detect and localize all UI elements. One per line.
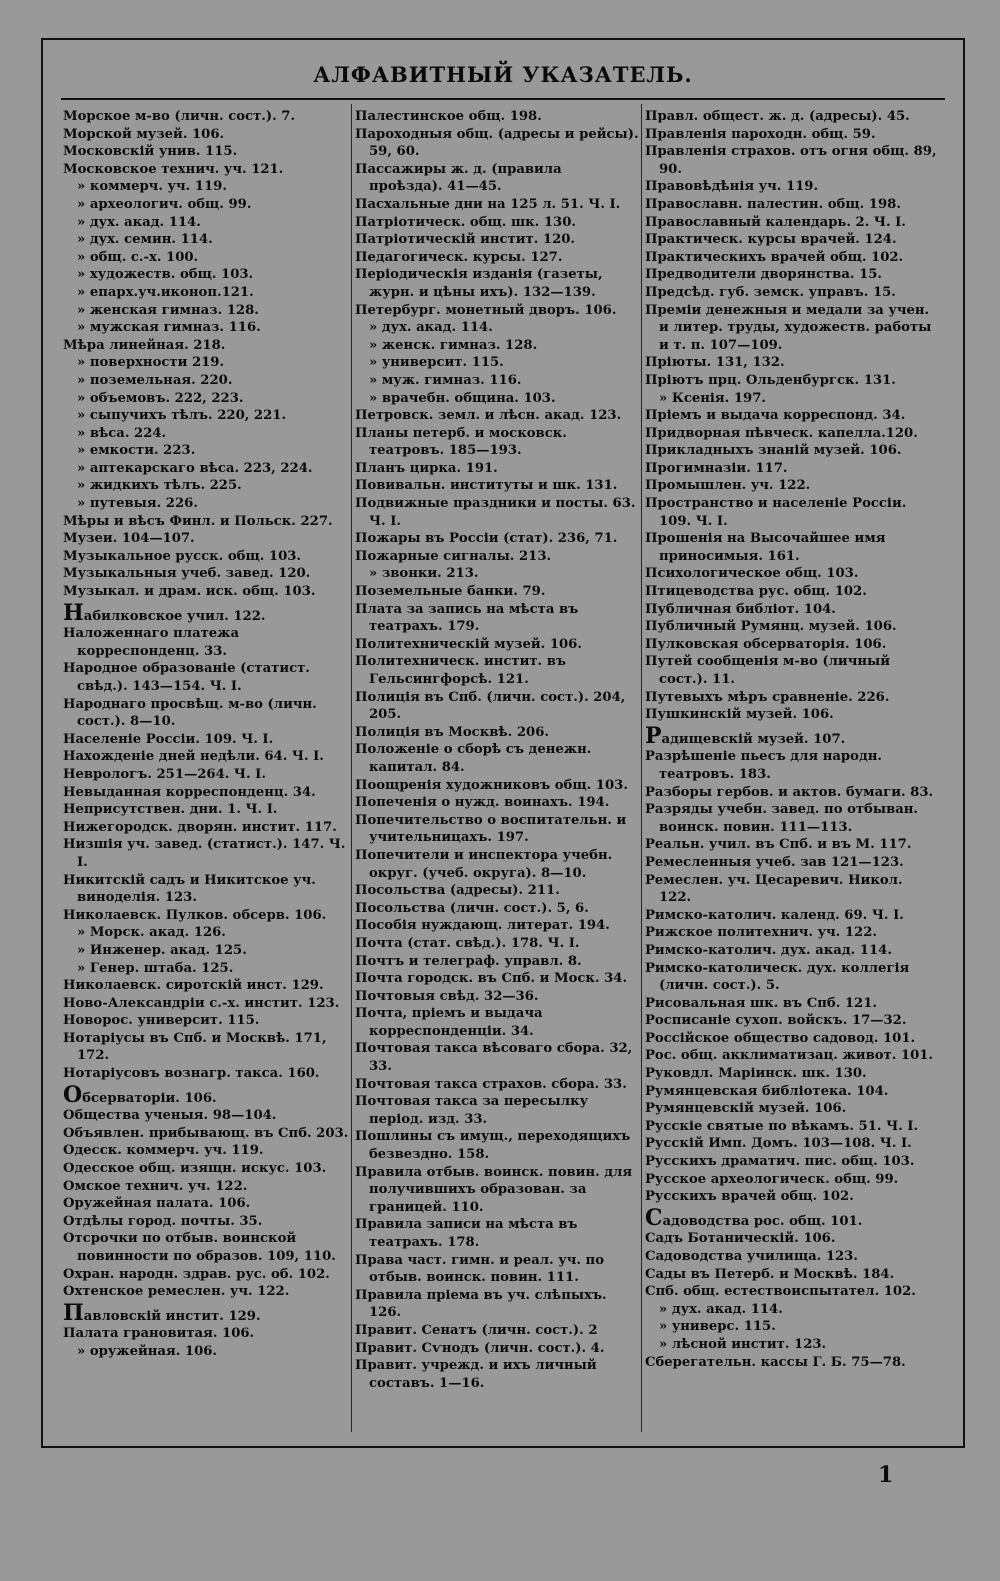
index-entry: Поощренія художниковъ общ. 103. <box>355 777 628 793</box>
index-entry: Сберегательн. кассы Г. Б. 75—78. <box>645 1354 906 1370</box>
index-entry: Народнаго просвѣщ. м-во (личн. сост.). 8—10. <box>63 696 317 730</box>
index-entry: Преміи денежныя и медали за учен. и литер. труды, художеств. работы и т. п. 107—109. <box>645 302 932 353</box>
index-entry: Московскій унив. 115. <box>63 144 238 160</box>
index-entry: Промышлен. уч. 122. <box>645 478 811 494</box>
index-entry: Русскихъ врачей общ. 102. <box>645 1189 854 1205</box>
index-entry: Посольства (адресы). 211. <box>355 883 560 899</box>
index-entry: Путевыхъ мѣръ сравненіе. 226. <box>645 689 890 705</box>
index-entry: Отдѣлы город. почты. 35. <box>63 1213 263 1229</box>
index-entry: Рос. общ. акклиматизац. живот. 101. <box>645 1048 934 1064</box>
index-entry: Почтъ и телеграф. управл. 8. <box>355 953 582 969</box>
index-entry: Поземельные банки. 79. <box>355 584 546 600</box>
index-entry: Предводители дворянства. 15. <box>645 267 883 283</box>
index-entry: » сыпучихъ тѣлъ. 220, 221. <box>77 408 287 424</box>
index-entry: » дух. акад. 114. <box>77 214 201 230</box>
index-entry: Рисовальная шк. въ Спб. 121. <box>645 995 878 1011</box>
index-entry: Румянцевскій музей. 106. <box>645 1101 847 1117</box>
index-entry: Оружейная палата. 106. <box>63 1196 251 1212</box>
index-entry: Охтенское ремеслен. уч. 122. <box>63 1284 290 1300</box>
title-rule <box>61 98 945 108</box>
index-entry: Невыданная корреспонденц. 34. <box>63 784 316 800</box>
index-entry: Одесск. коммерч. уч. 119. <box>63 1143 264 1159</box>
index-entry: Народное образованіе (статист. свѣд.). 143—154. Ч. I. <box>63 661 310 694</box>
index-entry: Морское м-во (личн. сост.). 7. <box>63 109 296 124</box>
page-title: АЛФАВИТНЫЙ УКАЗАТЕЛЬ. <box>313 62 693 87</box>
index-entry: Положеніе о сборѣ съ денежн. капитал. 84. <box>355 742 592 775</box>
index-entry: » путевыя. 226. <box>77 496 198 512</box>
index-entry: Музеи. 104—107. <box>63 531 195 547</box>
index-entry: Ремеслен. уч. Цесаревич. Никол. 122. <box>645 872 903 906</box>
index-entry: Правовѣдѣнія уч. 119. <box>645 179 819 195</box>
index-entry: Ново-Александріи с.-х. инстит. 123. <box>63 995 340 1011</box>
index-entry: Русское археологическ. общ. 99. <box>645 1171 899 1187</box>
index-entry: Общества ученыя. 98—104. <box>63 1108 277 1124</box>
index-entry: Разборы гербов. и актов. бумаги. 83. <box>645 784 934 800</box>
index-entry: Планы петерб. и московск. театровъ. 185—193. <box>355 425 567 459</box>
index-entry: Низшія уч. завед. (статист.). 147. Ч. I. <box>63 837 346 870</box>
index-entry: Морской музей. 106. <box>63 126 225 142</box>
index-entry: Неприсутствен. дни. 1. Ч. I. <box>63 802 278 818</box>
index-entry: Попечительство о воспитательн. и учительницахъ. 197. <box>355 812 627 846</box>
index-entry: » емкости. 223. <box>77 443 196 459</box>
index-entry: Практическихъ врачей общ. 102. <box>645 249 904 265</box>
index-entry: Спб. общ. естествоиспытател. 102. <box>645 1284 916 1300</box>
index-entry: Пошлины съ имущ., переходящихъ безвездно. 158. <box>355 1129 631 1163</box>
index-entry: Полиція въ Спб. (личн. сост.). 204, 205. <box>355 689 626 723</box>
index-entry: » оружейная. 106. <box>77 1343 218 1359</box>
index-entry: Путей сообщенія м-во (личный сост.). 11. <box>645 654 891 687</box>
index-entry: Набилковское учил. 122. <box>63 599 266 626</box>
index-entry: Политехническ. инстит. въ Гельсингфорсѣ. 121. <box>355 654 567 687</box>
index-entry: » женская гимназ. 128. <box>77 302 259 318</box>
index-entry: Посольства (личн. сост.). 5, 6. <box>355 900 589 916</box>
index-entry: Русскіе святые по вѣкамъ. 51. Ч. I. <box>645 1118 919 1134</box>
index-entry: Патріотическ. общ. шк. 130. <box>355 214 576 230</box>
index-entry: Подвижные праздники и посты. 63. Ч. I. <box>355 496 636 529</box>
index-entry: » муж. гимназ. 116. <box>369 372 522 388</box>
index-entry: Сады въ Петерб. и Москвѣ. 184. <box>645 1266 895 1282</box>
index-entry: Пространство и населеніе Россіи. 109. Ч. I. <box>645 496 907 529</box>
index-entry: Полиція въ Москвѣ. 206. <box>355 724 549 740</box>
index-entry: » Ксенія. 197. <box>659 390 766 406</box>
index-entry: Русскихъ драматич. пис. общ. 103. <box>645 1154 915 1170</box>
index-entry: Правила пріема въ уч. слѣпыхъ. 126. <box>355 1287 607 1321</box>
index-entry: Николаевск. Пулков. обсерв. 106. <box>63 907 327 923</box>
index-entry: Патріотическій инстит. 120. <box>355 232 576 248</box>
index-entry: Политехническій музей. 106. <box>355 636 582 652</box>
index-entry: Садоводства училища. 123. <box>645 1249 858 1264</box>
index-entry: Почтовая такса за пересылку період. изд. 33. <box>355 1094 589 1127</box>
index-entry: Пожарные сигналы. 213. <box>355 548 552 564</box>
index-entry: Пріютъ прц. Ольденбургск. 131. <box>645 372 896 388</box>
index-entry: Мѣры и вѣсъ Финл. и Польск. 227. <box>63 513 333 529</box>
index-entry: Радищевскій музей. 107. <box>645 722 846 749</box>
index-entry: Практическ. курсы врачей. 124. <box>645 232 897 248</box>
index-entry: Почтовыя свѣд. 32—36. <box>355 988 539 1004</box>
index-column-2 <box>355 108 639 1432</box>
index-entry: Почта городск. въ Спб. и Моск. 34. <box>355 971 628 987</box>
index-entry: » коммерч. уч. 119. <box>77 179 227 195</box>
index-entry: Пріюты. 131, 132. <box>645 355 785 371</box>
index-entry: Объявлен. прибывающ. въ Спб. 203. <box>63 1125 349 1141</box>
index-entry: Садъ Ботаническій. 106. <box>645 1231 836 1247</box>
index-entry: Палестинское общ. 198. <box>355 109 542 124</box>
index-entry: Почтовая такса страхов. сбора. 33. <box>355 1076 627 1092</box>
index-entry: » Морск. акад. 126. <box>77 925 226 941</box>
index-entry: Населеніе Россіи. 109. Ч. I. <box>63 731 274 747</box>
index-entry: Мѣра линейная. 218. <box>63 337 226 353</box>
index-entry: Правленія пароходн. общ. 59. <box>645 126 876 142</box>
index-entry: » аптекарскаго вѣса. 223, 224. <box>77 460 313 476</box>
index-entry: Рижское политехнич. уч. 122. <box>645 925 877 941</box>
index-entry: Охран. народн. здрав. рус. об. 102. <box>63 1266 330 1282</box>
index-entry: Почта, пріемъ и выдача корреспонденціи. 34. <box>355 1006 543 1039</box>
index-entry: Правит. Сенатъ (личн. сост.). 2 <box>355 1322 598 1338</box>
index-entry: » поверхности 219. <box>77 355 225 371</box>
index-entry: Николаевск. сиротскій инст. 129. <box>63 978 324 994</box>
index-entry: Музыкальныя учеб. завед. 120. <box>63 566 311 582</box>
index-entry: Павловскій инстит. 129. <box>63 1299 261 1326</box>
index-entry: Одесское общ. изящн. искус. 103. <box>63 1161 327 1177</box>
index-entry: Православный календарь. 2. Ч. I. <box>645 214 906 230</box>
index-column-3 <box>645 108 937 1432</box>
index-entry: » университ. 115. <box>369 355 504 371</box>
index-entry: Неврологъ. 251—264. Ч. I. <box>63 766 266 782</box>
index-entry: Московское технич. уч. 121. <box>63 161 284 177</box>
index-entry: Пушкинскій музей. 106. <box>645 707 834 723</box>
index-entry: » Инженер. акад. 125. <box>77 942 247 958</box>
index-entry: Прогимназіи. 117. <box>645 460 788 476</box>
index-entry: Никитскій садъ и Никитское уч. виноделія. 123. <box>63 872 316 906</box>
index-entry: Пулковская обсерваторія. 106. <box>645 636 887 652</box>
index-entry: Планъ цирка. 191. <box>355 460 498 476</box>
index-entry: Садоводства рос. общ. 101. <box>645 1204 863 1231</box>
index-entry: Разрѣшеніе пьесъ для народн. театровъ. 183. <box>645 749 882 782</box>
index-entry: Придворная пѣвческ. капелла.120. <box>645 425 918 441</box>
index-column-1 <box>63 108 349 1432</box>
index-entry: Психологическое общ. 103. <box>645 566 859 582</box>
index-entry: » женск. гимназ. 128. <box>369 337 538 353</box>
index-entry: Петербург. монетный дворъ. 106. <box>355 302 617 318</box>
index-entry: » дух. акад. 114. <box>659 1301 783 1317</box>
index-entry: Правит. Сѵнодъ (личн. сост.). 4. <box>355 1340 605 1356</box>
index-entry: Обсерваторіи. 106. <box>63 1081 217 1108</box>
index-entry: Новорос. университ. 115. <box>63 1013 260 1029</box>
index-entry: » Генер. штаба. 125. <box>77 960 234 976</box>
index-entry: Палата грановитая. 106. <box>63 1326 255 1342</box>
index-entry: Пассажиры ж. д. (правила проѣзда). 41—45. <box>355 161 562 195</box>
index-entry: » вѣса. 224. <box>77 425 167 441</box>
index-entry: » врачебн. община. 103. <box>369 390 556 406</box>
index-entry: Музыкальное русск. общ. 103. <box>63 548 302 564</box>
index-entry: Римско-католич. дух. акад. 114. <box>645 942 892 958</box>
index-entry: Предсѣд. губ. земск. управъ. 15. <box>645 284 896 300</box>
index-entry: Пріемъ и выдача корреспонд. 34. <box>645 408 906 424</box>
index-entry: Румянцевская библіотека. 104. <box>645 1083 889 1099</box>
index-entry: Правл. общест. ж. д. (адресы). 45. <box>645 109 910 124</box>
index-entry: » дух. семин. 114. <box>77 232 213 248</box>
index-entry: » общ. с.-х. 100. <box>77 249 199 265</box>
index-entry: Русскій Имп. Домъ. 103—108. Ч. I. <box>645 1136 912 1152</box>
index-entry: Пожары въ Россіи (стат). 236, 71. <box>355 531 618 547</box>
page-frame <box>41 38 965 1448</box>
index-entry: » звонки. 213. <box>369 566 479 582</box>
index-entry: Періодическія изданія (газеты, журн. и цѣны ихъ). 132—139. <box>355 267 603 300</box>
index-entry: » универс. 115. <box>659 1319 776 1335</box>
index-entry: » жидкихъ тѣлъ. 225. <box>77 478 242 494</box>
index-entry: » поземельная. 220. <box>77 372 233 388</box>
index-entry: Пароходныя общ. (адресы и рейсы). 59, 60. <box>355 126 639 160</box>
column-divider <box>351 104 352 1432</box>
index-entry: Ремесленныя учеб. зав 121—123. <box>645 854 904 870</box>
index-entry: Правила отбыв. воинск. повин. для получившихъ образован. за границей. 110. <box>355 1164 633 1215</box>
index-entry: Правила записи на мѣста въ театрахъ. 178. <box>355 1217 578 1250</box>
index-entry: Птицеводства рус. общ. 102. <box>645 584 867 600</box>
index-entry: » лѣсной инстит. 123. <box>659 1336 827 1352</box>
index-entry: Попеченія о нужд. воинахъ. 194. <box>355 795 610 811</box>
index-entry: Разряды учебн. завед. по отбыван. воинск. повин. 111—113. <box>645 802 919 835</box>
index-entry: Пасхальные дни на 125 л. 51. Ч. I. <box>355 196 621 212</box>
index-entry: Повивальн. институты и шк. 131. <box>355 478 618 494</box>
index-entry: Петровск. земл. и лѣсн. акад. 123. <box>355 408 622 424</box>
index-entry: Руковдл. Маріинск. шк. 130. <box>645 1066 867 1082</box>
index-entry: Отсрочки по отбыв. воинской повинности по образов. 109, 110. <box>63 1231 336 1264</box>
index-entry: Правленія страхов. отъ огня общ. 89, 90. <box>645 144 937 177</box>
index-entry: » объемовъ. 222, 223. <box>77 390 244 406</box>
column-divider <box>641 104 642 1432</box>
index-entry: Наложеннаго платежа корреспонденц. 33. <box>63 626 240 659</box>
index-entry: Православн. палестин. общ. 198. <box>645 196 901 212</box>
index-entry: Нотаріусовъ вознагр. такса. 160. <box>63 1066 320 1082</box>
index-entry: Нахожденіе дней недѣли. 64. Ч. I. <box>63 749 324 765</box>
index-entry: » археологич. общ. 99. <box>77 196 252 212</box>
index-entry: Музыкал. и драм. иск. общ. 103. <box>63 584 316 600</box>
index-entry: » мужская гимназ. 116. <box>77 320 261 336</box>
index-entry: Попечители и инспектора учебн. округ. (учеб. округа). 8—10. <box>355 847 613 881</box>
page-number: 1 <box>878 1462 894 1488</box>
index-entry: Прикладныхъ знаній музей. 106. <box>645 443 902 459</box>
index-entry: Почтовая такса вѣсоваго сбора. 32, 33. <box>355 1041 633 1075</box>
index-entry: » дух. акад. 114. <box>369 320 493 336</box>
index-entry: Росписаніе сухоп. войскъ. 17—32. <box>645 1013 907 1029</box>
index-entry: » епарх.уч.иконоп.121. <box>77 284 254 300</box>
index-entry: Нотаріусы въ Спб. и Москвѣ. 171, 172. <box>63 1030 327 1064</box>
index-entry: Публичный Румянц. музей. 106. <box>645 619 897 635</box>
index-entry: » художеств. общ. 103. <box>77 267 254 283</box>
index-entry: Права част. гимн. и реал. уч. по отбыв. воинск. повин. 111. <box>355 1252 604 1286</box>
index-entry: Пособія нуждающ. литерат. 194. <box>355 918 610 934</box>
index-entry: Публичная библіот. 104. <box>645 601 836 617</box>
index-entry: Римско-католическ. дух. коллегія (личн. сост.). 5. <box>645 960 910 994</box>
index-entry: Почта (стат. свѣд.). 178. Ч. I. <box>355 935 580 951</box>
index-entry: Римско-католич. календ. 69. Ч. I. <box>645 907 904 923</box>
index-entry: Плата за запись на мѣста въ театрахъ. 179. <box>355 601 579 635</box>
index-entry: Педагогическ. курсы. 127. <box>355 249 563 265</box>
index-entry: Омское технич. уч. 122. <box>63 1178 248 1194</box>
index-entry: Нижегородск. дворян. инстит. 117. <box>63 819 337 835</box>
index-entry: Правит. учрежд. и ихъ личный составъ. 1—16. <box>355 1358 597 1391</box>
index-entry: Прошенія на Высочайшее имя приносимыя. 161. <box>645 531 886 564</box>
index-entry: Реальн. учил. въ Спб. и въ М. 117. <box>645 837 912 853</box>
index-entry: Россійское общество садовод. 101. <box>645 1030 916 1046</box>
